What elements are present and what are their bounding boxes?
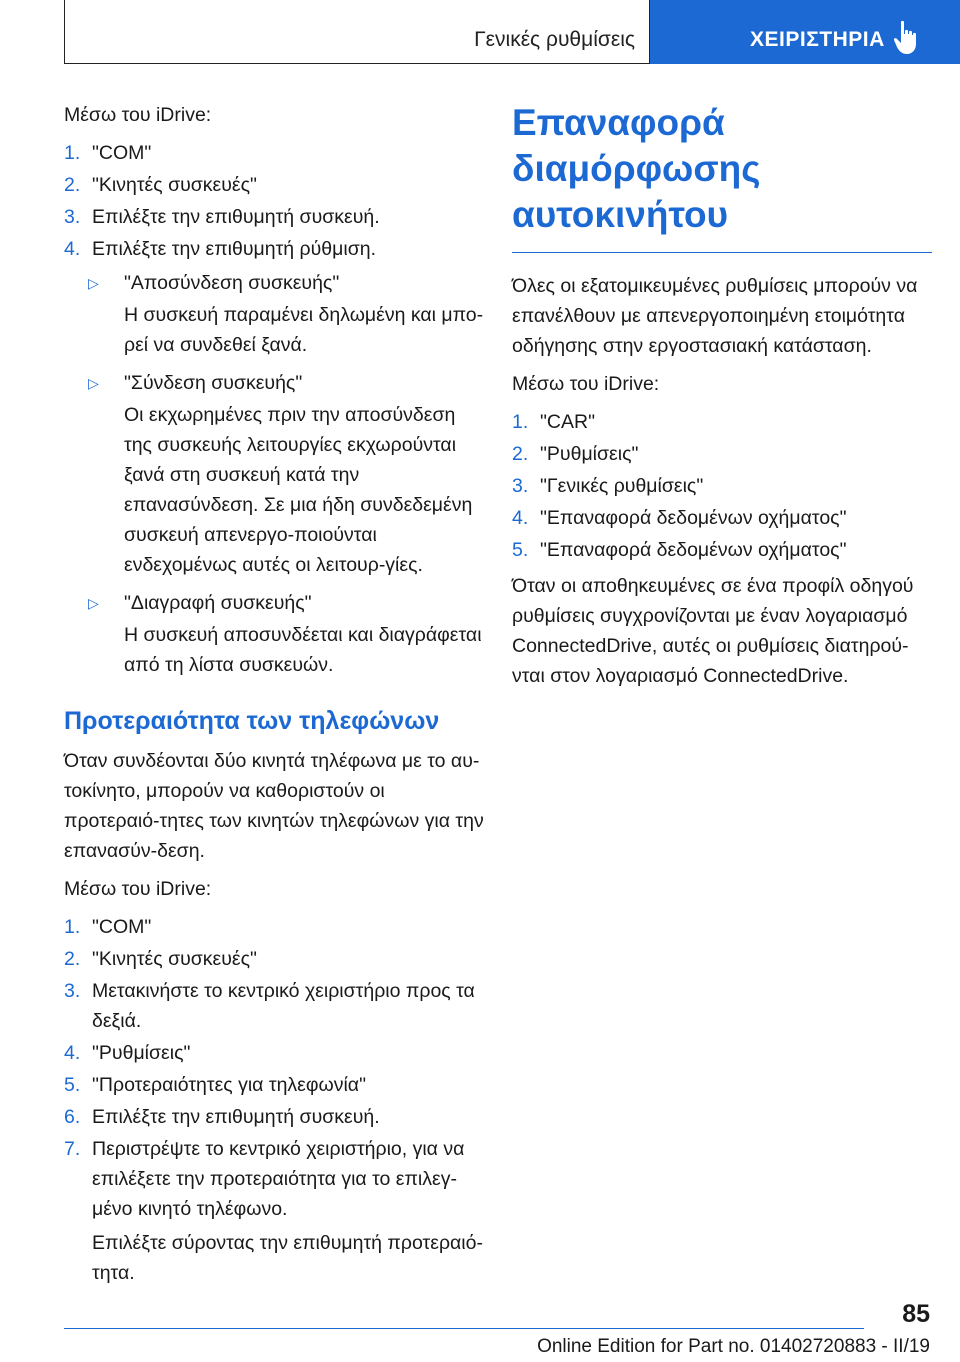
step-number: 2. [512, 443, 529, 465]
heading-divider [512, 252, 932, 253]
option-description: Η συσκευή αποσυνδέεται και διαγράφεται από τη λίστα συσκευών. [124, 624, 482, 676]
step-item [512, 471, 932, 501]
step-number: 1. [64, 916, 81, 938]
section-intro: Όταν συνδέονται δύο κινητά τηλέφωνα με το αυ-τοκίνητο, μπορούν να καθοριστούν οι προτεραιό-τητες των κινητών τηλεφώνων για την επανασύν-δεση. [64, 750, 484, 862]
step-item [64, 1038, 484, 1068]
option-description: Οι εκχωρημένες πριν την αποσύνδεση της συσκευής λειτουργίες εκχωρούνται ξανά στη συσκευή κατά την επανασύνδεση. Σε μια ήδη συνδεδεμένη συσκευή απενεργο-ποιούνται ενδεχομένως αυτές οι λειτουρ-γίες. [124, 404, 473, 576]
step-text: "COM" [92, 916, 152, 938]
step-number: 5. [512, 539, 529, 561]
option-item [88, 368, 484, 398]
step-text: "Επαναφορά δεδομένων οχήματος" [540, 539, 847, 561]
step-item [64, 912, 484, 942]
section-heading-phone-priority: Προτεραιότητα των τηλεφώνων [64, 707, 440, 735]
step-text: "Προτεραιότητες για τηλεφωνία" [92, 1074, 366, 1096]
header-chapter-title: ΧΕΙΡΙΣΤΗΡΙΑ [750, 28, 885, 51]
step-item [512, 503, 932, 533]
triangle-bullet-icon: ▷ [88, 275, 99, 291]
step-item [64, 1134, 484, 1224]
step-number: 3. [64, 980, 81, 1002]
step-number: 1. [512, 411, 529, 433]
right-column [512, 100, 932, 699]
step-text: "Κινητές συσκευές" [92, 174, 257, 196]
step-item [64, 234, 484, 264]
step-text: "CAR" [540, 411, 596, 433]
triangle-bullet-icon: ▷ [88, 595, 99, 611]
step-item [512, 407, 932, 437]
option-item [88, 268, 484, 298]
option-label: "Σύνδεση συσκευής" [124, 372, 303, 394]
step-text: "COM" [92, 142, 152, 164]
step-text: "Ρυθμίσεις" [540, 443, 639, 465]
step-item [512, 535, 932, 565]
step-item [64, 138, 484, 168]
step-item [64, 1102, 484, 1132]
step-item [64, 944, 484, 974]
step-text: "Κινητές συσκευές" [92, 948, 257, 970]
step-number: 6. [64, 1106, 81, 1128]
triangle-bullet-icon: ▷ [88, 375, 99, 391]
via-idrive-text: Μέσω του iDrive: [512, 373, 660, 395]
section-heading-vehicle-reset: Επαναφορά διαμόρφωσης αυτοκινήτου [512, 102, 761, 235]
footer-edition: Online Edition for Part no. 01402720883 - II/19 [537, 1336, 930, 1357]
step-number: 3. [64, 206, 81, 228]
step-text: Επιλέξτε την επιθυμητή ρύθμιση. [92, 238, 376, 260]
step-item [64, 976, 484, 1036]
footer-divider [64, 1328, 864, 1329]
left-column [64, 100, 484, 1288]
header-chapter-tab [650, 0, 960, 64]
section-outro: Όταν οι αποθηκευμένες σε ένα προφίλ οδηγού ρυθμίσεις συγχρονίζονται με έναν λογαριασμό ConnectedDrive, αυτές οι ρυθμίσεις διατηρού-νται στον λογαριασμό ConnectedDrive. [512, 575, 914, 687]
step-number: 3. [512, 475, 529, 497]
step-text: "Ρυθμίσεις" [92, 1042, 191, 1064]
step-text: Επιλέξτε την επιθυμητή συσκευή. [92, 1106, 380, 1128]
pointing-hand-icon [892, 20, 922, 56]
option-label: "Διαγραφή συσκευής" [124, 592, 312, 614]
step-number: 4. [512, 507, 529, 529]
step-text: Επιλέξτε την επιθυμητή συσκευή. [92, 206, 380, 228]
page-number: 85 [902, 1300, 930, 1328]
step-item [512, 439, 932, 469]
step-note: Επιλέξτε σύροντας την επιθυμητή προτεραιό-τητα. [92, 1232, 483, 1284]
header-section-box [64, 0, 650, 64]
intro-text: Μέσω του iDrive: [64, 104, 212, 126]
header-section-title: Γενικές ρυθμίσεις [474, 28, 635, 51]
step-item [64, 1070, 484, 1100]
step-number: 4. [64, 238, 81, 260]
step-number: 2. [64, 948, 81, 970]
step-item [64, 202, 484, 232]
section-intro: Όλες οι εξατομικευμένες ρυθμίσεις μπορούν να επανέλθουν με απενεργοποιημένη ετοιμότητα οδήγησης στην εργοστασιακή κατάσταση. [512, 275, 918, 357]
step-text: "Επαναφορά δεδομένων οχήματος" [540, 507, 847, 529]
step-number: 2. [64, 174, 81, 196]
step-text: Περιστρέψτε το κεντρικό χειριστήριο, για να επιλέξετε την προτεραιότητα για το επιλεγ-μένο κινητό τηλέφωνο. [92, 1138, 465, 1220]
step-number: 1. [64, 142, 81, 164]
option-description: Η συσκευή παραμένει δηλωμένη και μπο-ρεί να συνδεθεί ξανά. [124, 304, 484, 356]
step-number: 4. [64, 1042, 81, 1064]
option-label: "Αποσύνδεση συσκευής" [124, 272, 340, 294]
step-text: "Γενικές ρυθμίσεις" [540, 475, 704, 497]
step-item [64, 170, 484, 200]
step-text: Μετακινήστε το κεντρικό χειριστήριο προς τα δεξιά. [92, 980, 475, 1032]
step-number: 7. [64, 1138, 81, 1160]
step-number: 5. [64, 1074, 81, 1096]
via-idrive-text: Μέσω του iDrive: [64, 878, 212, 900]
option-item [88, 588, 484, 618]
